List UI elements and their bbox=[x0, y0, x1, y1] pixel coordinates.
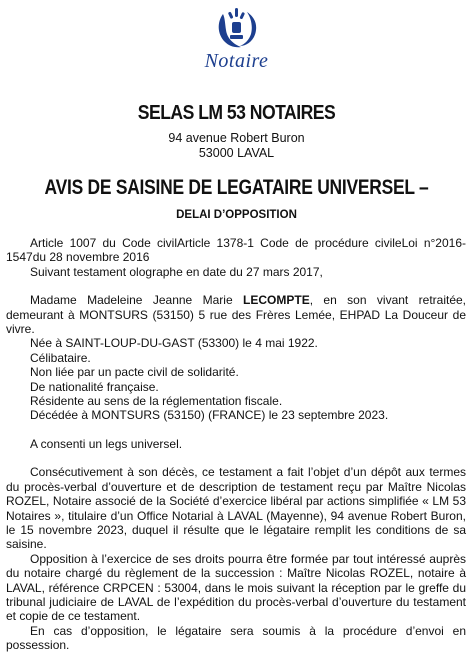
deceased-details: , en son vivant retraitée, demeurant à MONTSURS (53150) 5 rue des Frères Lemée, EHPAD La Douceur de vivre. bbox=[6, 293, 467, 337]
logo-wordmark: Notaire bbox=[204, 50, 269, 72]
nationality: De nationalité française. bbox=[30, 379, 159, 394]
notaire-logo bbox=[0, 4, 473, 73]
testament-date: Suivant testament olographe en date du 27 mars 2017, bbox=[30, 264, 323, 279]
closing-paragraph: En cas d’opposition, le légataire sera soumis à la procédure d’envoi en possession. bbox=[6, 623, 466, 653]
deceased-surname: LECOMPTE bbox=[243, 293, 310, 308]
death-info: Décédée à MONTSURS (53150) (FRANCE) le 23 septembre 2023. bbox=[30, 408, 389, 423]
notice-subtitle: DELAI D’OPPOSITION bbox=[176, 209, 297, 221]
fiscal-residence: Résidente au sens de la réglementation fiscale. bbox=[30, 394, 283, 409]
legal-reference: Article 1007 du Code civilArticle 1378-1 Code de procédure civileLoi n°2016-1547du 28 novembre 2016 bbox=[6, 236, 466, 265]
legacy-statement: A consenti un legs universel. bbox=[30, 436, 183, 451]
notaire-emblem-icon bbox=[207, 4, 267, 52]
civil-status: Célibataire. bbox=[30, 350, 91, 365]
opposition-paragraph: Opposition à l’exercice de ses droits pourra être formée par tout intéressé auprès du notaire chargé du règlement de la succession : Maître Nicolas ROZEL, notaire à LAVAL, référence CRPCEN : 53004, dans le mois suivant la réception par le greffe du tribunal judiciaire de LAVAL de l’expédition du procès-verbal d’ouverture du testament et copie de ce testament. bbox=[6, 551, 466, 624]
pacs-status: Non liée par un pacte civil de solidarité. bbox=[30, 365, 239, 380]
deceased-first-names: Madame Madeleine Jeanne Marie bbox=[30, 293, 233, 308]
office-city: 53000 LAVAL bbox=[198, 146, 275, 160]
birth-info: Née à SAINT-LOUP-DU-GAST (53300) le 4 mai 1922. bbox=[30, 336, 318, 351]
office-name: SELAS LM 53 NOTAIRES bbox=[137, 102, 336, 124]
deceased-identity bbox=[6, 293, 466, 336]
deposit-paragraph: Consécutivement à son décès, ce testament a fait l’objet d’un dépôt aux termes du procès-verbal d’ouverture et de description de testament reçu par Maître Nicolas ROZEL, Notaire associé de la Société d’exercice libéral par actions simplifiée « LM 53 Notaires », titulaire d’un Office Notarial à LAVAL (Mayenne), 94 avenue Robert Buron, le 15 novembre 2023, duquel il résulte que le légataire remplit les conditions de sa saisine. bbox=[6, 465, 466, 552]
notice-body bbox=[6, 236, 466, 653]
notice-title: AVIS DE SAISINE DE LEGATAIRE UNIVERSEL – bbox=[44, 176, 429, 199]
office-address: 94 avenue Robert Buron bbox=[168, 131, 305, 145]
